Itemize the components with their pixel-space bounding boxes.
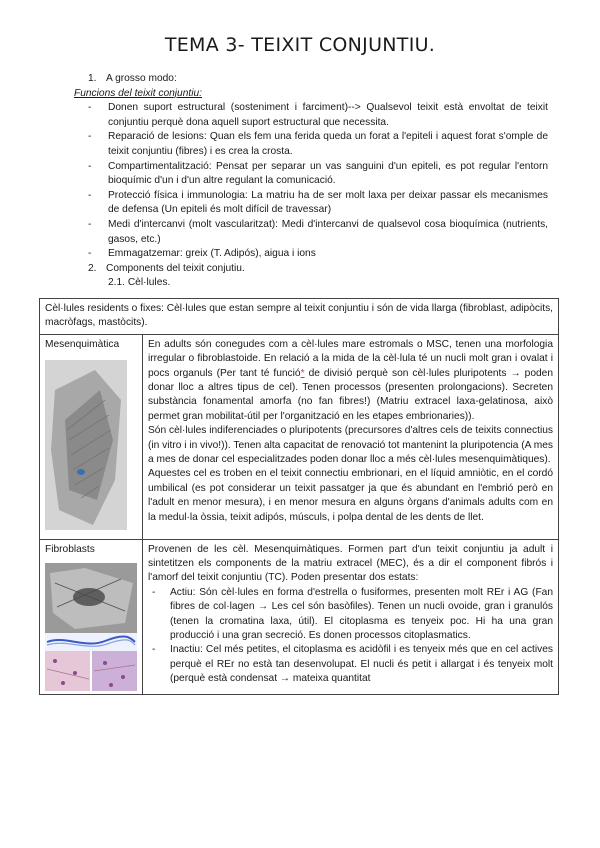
function-item: - Emmagatzemar: greix (T. Adipós), aigua i ions — [88, 247, 548, 262]
footnote-asterisk: * — [300, 367, 305, 379]
function-item: - Donen suport estructural (sosteniment i farciment)--> Qualsevol teixit està envoltat de teixit conjuntiu perquè dona aquell suport estructural que necessita. — [88, 101, 548, 130]
function-item: - Protecció física i immunologia: La matriu ha de ser molt laxa per deixar passar els mecanismes de defensa (Un epiteli és molt difícil de travessar) — [88, 189, 548, 218]
mesenchymal-paragraph-1 — [148, 338, 553, 424]
table-header-row — [40, 299, 559, 335]
function-item: - Medi d'intercanvi (molt vascularitzat): Medi d'intercanvi de qualsevol cosa bioquímica (nutrients, gasos, etc.) — [88, 218, 548, 247]
outline-item-2 — [88, 262, 548, 277]
outline-item-1-number: 1. — [88, 73, 97, 84]
fibroblast-state-text: Inactiu: Cel més petites, el citoplasma es acidòfil i es tenyeix més que en cel actives perquè el REr no està tan desenvolupat. El nucli és petit i allargat i és tenyeix molt (perquè està condensat → mateixa quantitat — [170, 644, 553, 685]
function-item: - Compartimentalització: Pensat per separar un vas sanguini d'un epiteli, es pot regular l'entorn bioquímic d'un i d'un altre regulant la comunicació. — [88, 160, 548, 189]
fibroblast-paragraph-1: Provenen de les cèl. Mesenquimàtiques. Formen part d'un teixit conjuntiu ja adult i sintetitzen els components de la matriu extracel (MEC), és a dir el component fibrós i l'amorf del teixit conjuntiu (TC). Poden presentar dos estats: — [148, 543, 553, 584]
row-description-cell — [143, 334, 559, 539]
function-text: Emmagatzemar: greix (T. Adipós), aigua i ions — [108, 248, 316, 260]
mesenchymal-p1-start: En adults són conegudes com a cèl·lules mare estromals o MSC, tenen una morfologia irregular o fibroblastoide. En relació a la mida de la cèl·lula té un nucli molt gran i ovalat i pocs organuls (Per tant té funció — [148, 338, 553, 379]
collagen-diagram — [45, 633, 137, 651]
fibroblast-state-text: Actiu: Són cèl·lules en forma d'estrella o fusiformes, presenten molt REr i AG (Fan fibres de col·lagen → Les cel són basòfiles). Tenen un nucli ovoide, gran i granulós (tenen la cromatina laxa, útil). El citoplasma es tenyeix poc. Hi ha una gran producció i una gran secreció. Es donen processos citoplasmatics. — [170, 586, 553, 642]
table-row — [40, 334, 559, 539]
mesenchymal-p1-end: de divisió perquè son cèl·lules pluripotents → poden donar lloc a altres tipus de cel). Tenen processos (presenten prolongacions). Secreten substància fonamental amorfa (no fan fibres!) (Matriu extracel laxa-gelatinosa, això permet gran mobilitat-útil per l'organització en les etapes embrionaries)). — [148, 367, 554, 422]
functions-heading: Funcions del teixit conjuntiu: — [74, 87, 202, 99]
row-label: Fibroblasts — [45, 543, 95, 555]
mesenchymal-micrograph — [45, 360, 127, 530]
page-title: TEMA 3- TEIXIT CONJUNTIU. — [164, 34, 436, 56]
row-label-cell — [40, 334, 143, 539]
outline — [74, 72, 548, 291]
fibroblast-state-item: - Inactiu: Cel més petites, el citoplasma es acidòfil i es tenyeix més que en cel actives perquè el REr no està tan desenvolupat. El nucli és petit i allargat i és tenyeix molt (perquè està condensat → mateixa quantitat — [152, 643, 553, 686]
function-text: Reparació de lesions: Quan els fem una ferida queda un forat a l'epiteli i aquest forat s'omple de teixit conjuntiu (fibres) i es crea la crosta. — [108, 131, 548, 157]
subsection-2-1: 2.1. Cèl·lules. — [108, 277, 171, 289]
fibroblast-micrograph — [45, 563, 137, 633]
table-header-cell: Cèl·lules residents o fixes: Cèl·lules que estan sempre al teixit conjuntiu i són de vida llarga (fibroblast, adipòcits, macròfags, mastòcits). — [40, 299, 559, 335]
row-description-cell — [143, 539, 559, 694]
table-row — [40, 539, 559, 694]
row-label: Mesenquimàtica — [45, 338, 120, 350]
function-text: Compartimentalització: Pensat per separar un vas sanguini d'un epiteli, es pot regular l'entorn bioquímic d'un i d'un altre regulant la comunicació. — [108, 160, 548, 187]
outline-item-1 — [88, 72, 548, 87]
outline-item-2-text: Components del teixit conjutiu. — [106, 262, 245, 274]
stained-tissue-images — [45, 651, 137, 691]
outline-item-2-number: 2. — [88, 262, 97, 274]
function-text: Donen suport estructural (sosteniment i farciment)--> Qualsevol teixit està envoltat de teixit conjuntiu perquè dona aquell suport estructural que necessita. — [108, 102, 548, 128]
mesenchymal-paragraph-2: Són cèl·lules indiferenciades o pluripotents (precursores d'altres cels de teixits connectius (in vitro i in vivo!)). Tenen alta capacitat de renovació tot mantenint la pluripotencia (A mes a mes de donar cel especialitzades poden donar lloc a més cèl·lules mesenquimàtiques). — [148, 425, 553, 466]
row-label-cell — [40, 539, 143, 694]
function-text: Protecció física i immunologia: La matriu ha de ser molt laxa per deixar passar els mecanismes de defensa (Un epiteli és molt difícil de travessar) — [108, 189, 548, 216]
function-text: Medi d'intercanvi (molt vascularitzat): Medi d'intercanvi de qualsevol cosa bioquímica (nutrients, gasos, etc.) — [108, 218, 548, 245]
outline-item-1-text: A grosso modo: — [106, 73, 177, 84]
fibroblast-state-item: - Actiu: Són cèl·lules en forma d'estrella o fusiformes, presenten molt REr i AG (Fan fibres de col·lagen → Les cel són basòfiles). Tenen un nucli ovoide, gran i granulós (tenen la cromatina laxa, útil). El citoplasma es tenyeix poc. Hi ha una gran producció i una gran secreció. Es donen processos citoplasmatics. — [152, 586, 553, 644]
cells-table — [39, 298, 559, 695]
function-item: - Reparació de lesions: Quan els fem una ferida queda un forat a l'epiteli i aquest forat s'omple de teixit conjuntiu (fibres) i es crea la crosta. — [88, 130, 548, 159]
mesenchymal-paragraph-3: Aquestes cel es troben en el teixit connectiu embrionari, en el líquid amniòtic, en el cordó umbilical (es pot considerar un teixit passatger ja que és abundant en l'embrió però en l'adult en menor mesura), i en menor mesura en alguns òrgans d'animals adults com en la medul·la òssia, teixit adipós, músculs, i polpa dental de les dents de llet. — [148, 468, 553, 523]
